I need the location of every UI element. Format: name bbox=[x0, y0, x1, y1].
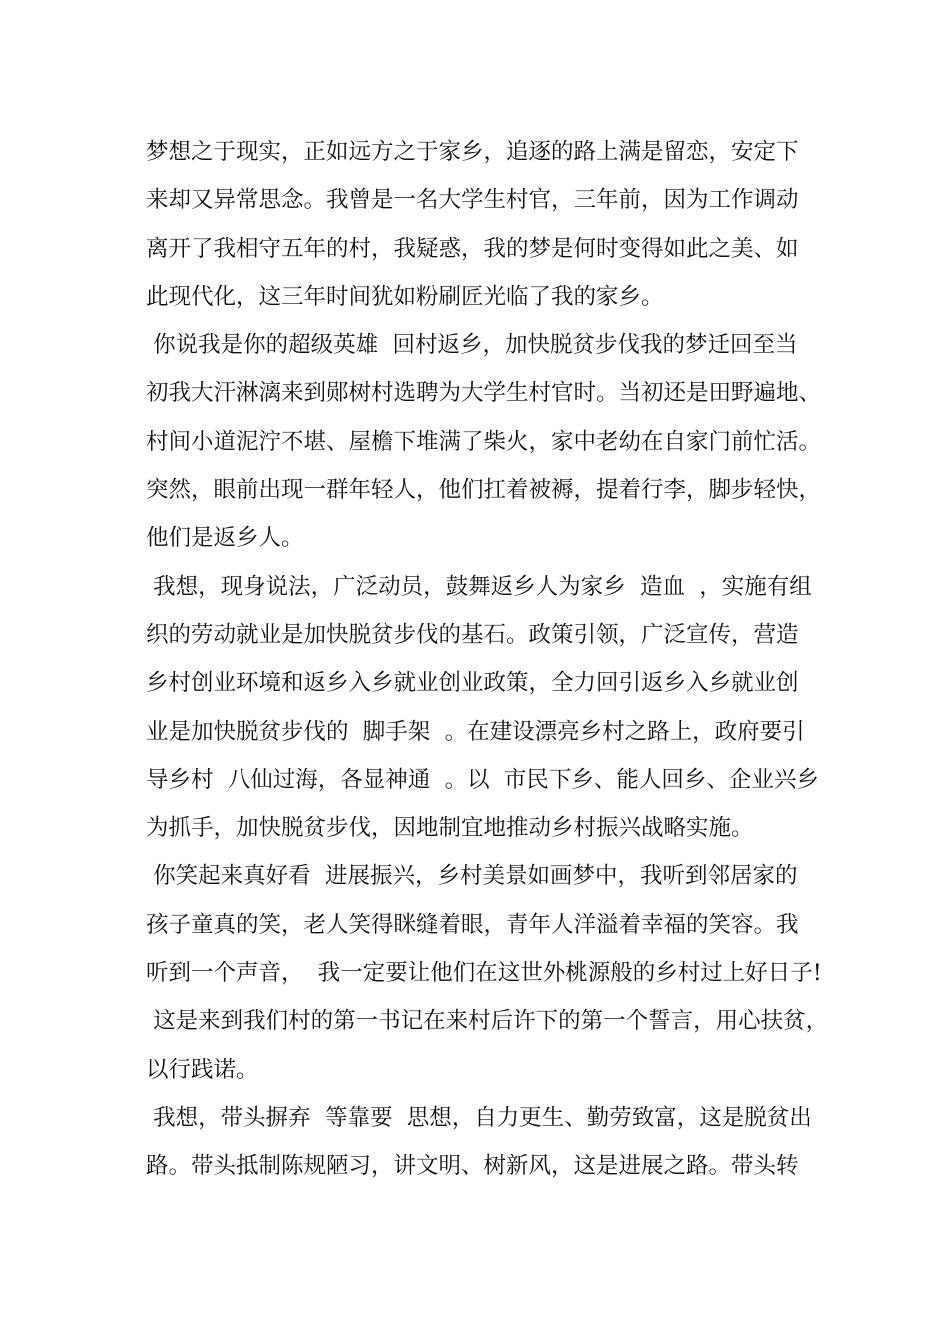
text-line: 离开了我相守五年的村，我疑惑，我的梦是何时变得如此之美、如 bbox=[146, 235, 799, 262]
text-line: 梦想之于现实，正如远方之于家乡，追逐的路上满是留恋，安定下 bbox=[146, 139, 799, 165]
text-line: 这是来到我们村的第一书记在来村后许下的第一个誓言，用心扶贫， bbox=[146, 1008, 829, 1035]
text-line: 来却又异常思念。我曾是一名大学生村官，三年前，因为工作调动 bbox=[146, 187, 799, 214]
text-line: 织的劳动就业是加快脱贫步伐的基石。政策引领，广泛宣传，营造 bbox=[146, 621, 799, 648]
text-line: 路。带头抵制陈规陋习，讲文明、树新风，这是进展之路。带头转 bbox=[146, 1153, 799, 1180]
text-line: 初我大汗淋漓来到郧树村选聘为大学生村官时。当初还是田野遍地、 bbox=[146, 380, 822, 407]
body-text bbox=[146, 128, 829, 1191]
text-line: 业是加快脱贫步伐的 脚手架 。在建设漂亮乡村之路上，政府要引 bbox=[146, 718, 805, 745]
text-line: 为抓手，加快脱贫步伐，因地制宜地推动乡村振兴战略实施。 bbox=[146, 815, 754, 842]
text-line: 村间小道泥泞不堪、屋檐下堆满了柴火，家中老幼在自家门前忙活。 bbox=[146, 428, 822, 455]
text-line: 他们是返乡人。 bbox=[146, 525, 304, 552]
text-line: 我想，现身说法，广泛动员，鼓舞返乡人为家乡 造血 ，实施有组 bbox=[146, 573, 812, 600]
text-line: 导乡村 八仙过海，各显神通 。以 市民下乡、能人回乡、企业兴乡 bbox=[146, 766, 819, 793]
text-line: 听到一个声音， 我一定要让他们在这世外桃源般的乡村过上好日子! bbox=[146, 960, 822, 987]
text-line: 你笑起来真好看 进展振兴，乡村美景如画梦中，我听到邻居家的 bbox=[146, 863, 798, 890]
text-line: 孩子童真的笑，老人笑得眯缝着眼，青年人洋溢着幸福的笑容。我 bbox=[146, 911, 799, 938]
text-line: 以行践诺。 bbox=[146, 1056, 259, 1083]
text-line: 乡村创业环境和返乡入乡就业创业政策，全力回引返乡入乡就业创 bbox=[146, 670, 799, 697]
text-line: 此现代化，这三年时间犹如粉刷匠光临了我的家乡。 bbox=[146, 283, 664, 310]
text-line: 突然，眼前出现一群年轻人，他们扛着被褥，提着行李，脚步轻快， bbox=[146, 477, 822, 504]
text-line: 我想，带头摒弃 等靠要 思想，自力更生、勤劳致富，这是脱贫出 bbox=[146, 1104, 812, 1131]
text-line: 你说我是你的超级英雄 回村返乡，加快脱贫步伐我的梦迁回至当 bbox=[146, 332, 798, 359]
